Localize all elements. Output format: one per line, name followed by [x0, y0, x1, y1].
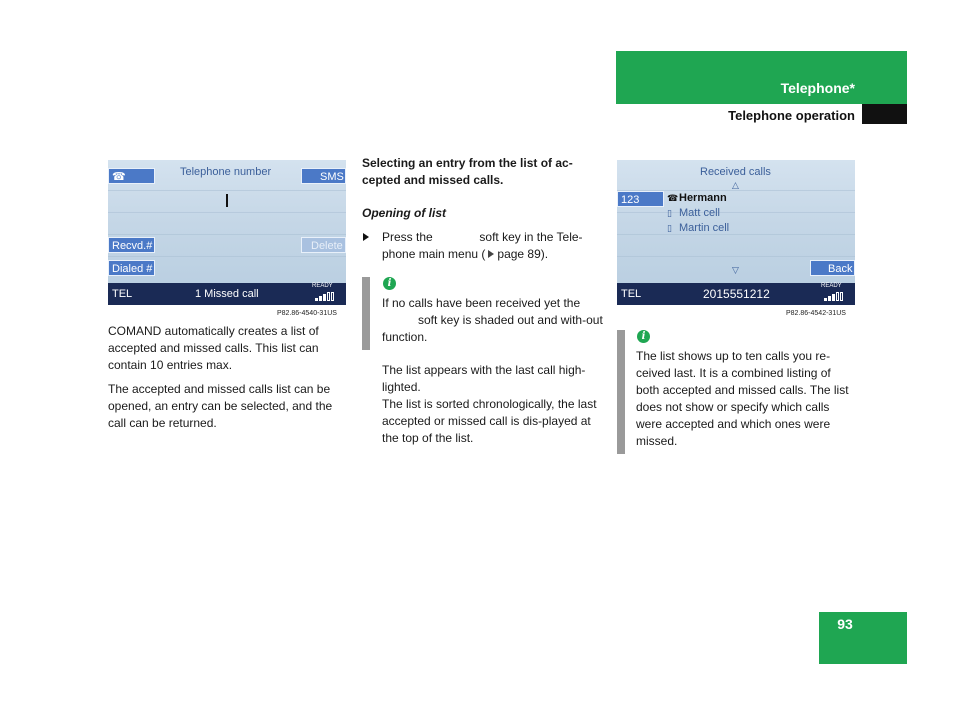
- ready-label: READY: [821, 283, 842, 289]
- header-marker: [862, 104, 907, 124]
- mobile-phone-icon: ▯: [667, 223, 672, 233]
- procedure-heading: Selecting an entry from the list of ac-cepted and missed calls.: [362, 156, 573, 187]
- text-cursor: [226, 194, 228, 207]
- status-mode: TEL: [112, 288, 133, 300]
- procedure-subheading: Opening of list: [362, 206, 446, 220]
- page-ref-triangle-icon: [488, 250, 494, 258]
- step-press: [382, 229, 597, 263]
- info-note: [382, 295, 604, 346]
- sort-paragraph: The list is sorted chronologically, the last accepted or missed call is dis-played at the top of the list.: [382, 397, 597, 445]
- section-subtitle: Telephone operation: [728, 108, 855, 123]
- screen-title: Telephone number: [180, 166, 272, 178]
- status-bar: [108, 283, 346, 305]
- status-bar: [617, 283, 855, 305]
- screen-received-calls: [617, 160, 855, 305]
- figure-caption-2: P82.86-4542-31US: [786, 310, 846, 317]
- section-title: Telephone*: [780, 80, 855, 96]
- info-icon: i: [383, 277, 396, 290]
- delete-softkey[interactable]: Delete: [301, 237, 346, 253]
- ready-label: READY: [312, 283, 333, 289]
- info-text-b: soft key is shaded out and with-out function.: [382, 313, 603, 344]
- list-item[interactable]: ▯ Matt cell: [667, 207, 720, 219]
- received-calls-softkey[interactable]: Recvd.#: [108, 237, 155, 253]
- number-entry-softkey[interactable]: 123: [617, 191, 664, 207]
- signal-strength-icon: [315, 292, 334, 301]
- bullet-triangle-icon: [363, 233, 369, 241]
- mobile-phone-icon: ▯: [667, 208, 672, 218]
- info-icon: i: [637, 330, 650, 343]
- step-text-a: Press the: [382, 230, 433, 244]
- info-bar: [617, 330, 625, 454]
- step-text-c: page 89).: [497, 247, 549, 261]
- signal-strength-icon: [824, 292, 843, 301]
- list-item[interactable]: ▯ Martin cell: [667, 222, 730, 234]
- info-note: The list shows up to ten calls you re-ceived last. It is a combined listing of both accepted and missed calls. The list does not show or specify which calls were accepted and which ones were missed.: [636, 349, 849, 448]
- call-list: [667, 192, 729, 237]
- header-band: [616, 51, 907, 104]
- back-softkey[interactable]: Back: [810, 260, 855, 276]
- phone-book-softkey[interactable]: [108, 168, 155, 184]
- home-phone-icon: ☎: [667, 193, 679, 203]
- scroll-down-icon: ▽: [732, 265, 739, 275]
- info-bar: [362, 277, 370, 350]
- sms-softkey[interactable]: SMS: [301, 168, 346, 184]
- caller-number: 2015551212: [703, 287, 770, 301]
- info-text-a: If no calls have been received yet the: [382, 296, 581, 310]
- dialed-calls-softkey[interactable]: Dialed #: [108, 260, 155, 276]
- intro-paragraph-2: The accepted and missed calls list can be opened, an entry can be selected, and the call can be returned.: [108, 382, 333, 430]
- page-number: 93: [837, 616, 853, 632]
- list-item[interactable]: ☎Hermann: [667, 192, 727, 204]
- screen-title: Received calls: [700, 166, 771, 178]
- list-paragraph: The list appears with the last call high-lighted.: [382, 363, 586, 394]
- figure-caption-1: P82.86-4540-31US: [277, 310, 337, 317]
- scroll-up-icon: △: [732, 180, 739, 190]
- intro-paragraph: COMAND automatically creates a list of accepted and missed calls. This list can contain 10 entries max.: [108, 324, 319, 372]
- status-mode: TEL: [621, 288, 642, 300]
- screen-telephone-number: [108, 160, 346, 305]
- phonebook-icon: ☎: [112, 171, 126, 183]
- step-text-b: soft key in the Tele-phone main menu (: [382, 230, 583, 261]
- status-message: 1 Missed call: [195, 288, 259, 300]
